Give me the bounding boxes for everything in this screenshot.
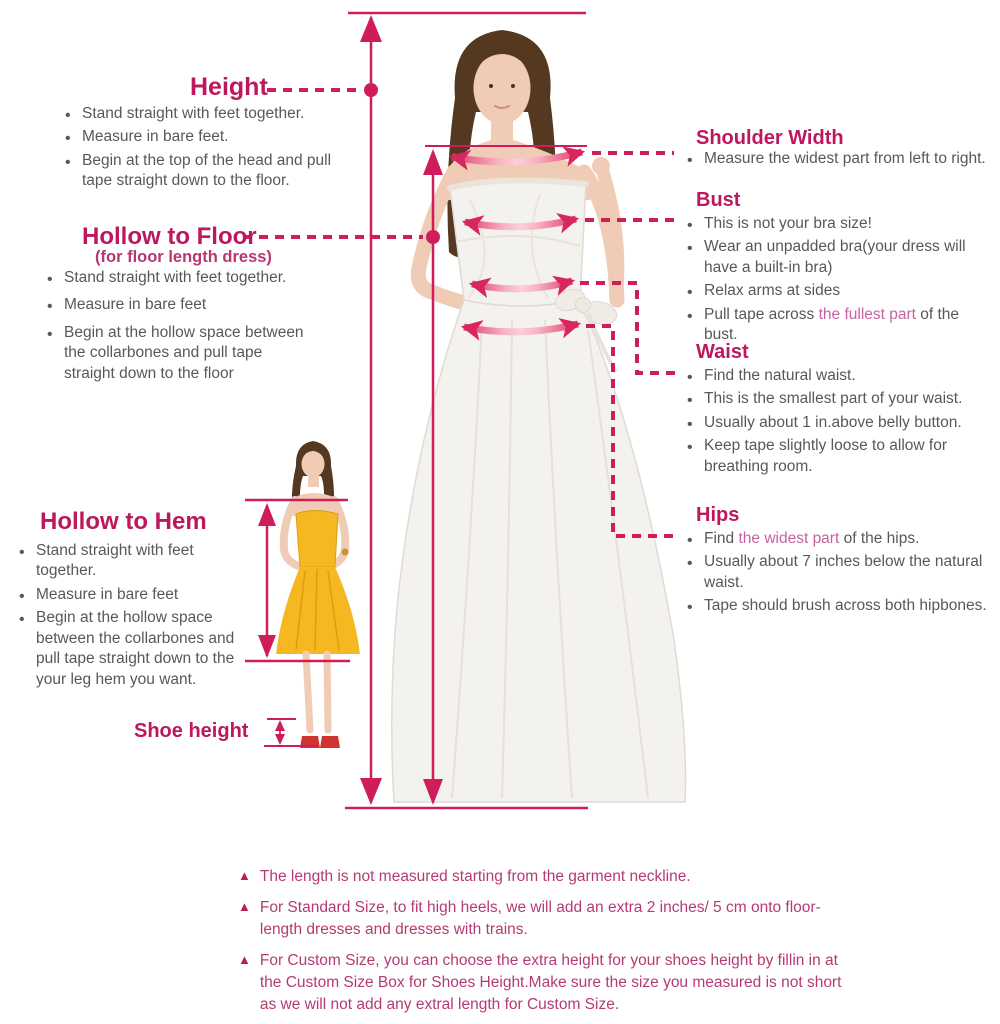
instruction-item: • Find the widest part of the hips. xyxy=(684,529,990,549)
footnote xyxy=(238,866,850,888)
bust-instructions xyxy=(684,214,980,349)
warning-triangle-icon: ▲ xyxy=(238,868,251,883)
shoe-height-title: Shoe height xyxy=(134,720,249,742)
highlighted-phrase: the fullest part xyxy=(818,305,916,323)
hips-instructions xyxy=(684,529,990,620)
instruction-item: • Stand straight with feet together. xyxy=(62,104,340,124)
instruction-item: • Pull tape across the fullest part of the bust. xyxy=(684,305,980,346)
instruction-item: • This is not your bra size! xyxy=(684,214,980,234)
instruction-item: • Measure in bare feet xyxy=(16,585,260,605)
height-instructions xyxy=(62,104,340,195)
hollow-to-hem-title: Hollow to Hem xyxy=(40,508,207,535)
hollow-to-floor-title: Hollow to Floor xyxy=(82,223,257,250)
hollow-to-hem-instructions xyxy=(16,541,260,693)
height-title: Height xyxy=(190,73,268,101)
instruction-item: • Begin at the top of the head and pull tape straight down to the floor. xyxy=(62,151,340,192)
instruction-item: • Begin at the hollow space between the collarbones and pull tape straight down to the floor xyxy=(44,323,316,384)
footnote-text: For Standard Size, to fit high heels, we will add an extra 2 inches/ 5 cm onto floor-length dresses and dresses with trains. xyxy=(259,899,821,938)
hips-title: Hips xyxy=(696,504,740,526)
highlighted-phrase: the widest part xyxy=(738,530,840,547)
instruction-item: • Find the natural waist. xyxy=(684,366,989,386)
instruction-item: • Usually about 1 in.above belly button. xyxy=(684,413,989,433)
instruction-item: • Keep tape slightly loose to allow for breathing room. xyxy=(684,436,989,477)
instruction-item: • This is the smallest part of your waist. xyxy=(684,389,989,409)
footnotes xyxy=(238,866,850,1016)
instruction-item: • Begin at the hollow space between the collarbones and pull tape straight down to the your leg hem you want. xyxy=(16,608,260,690)
petite-model-photo xyxy=(276,441,360,748)
hollow-to-floor-subtitle: (for floor length dress) xyxy=(95,248,272,266)
instruction-item: • Measure in bare feet xyxy=(44,295,316,315)
instruction-item: • Tape should brush across both hipbones. xyxy=(684,596,990,616)
instruction-item: • Wear an unpadded bra(your dress will have a built-in bra) xyxy=(684,237,980,278)
instruction-item: • Usually about 7 inches below the natural waist. xyxy=(684,552,990,593)
footnote-text: For Custom Size, you can choose the extra height for your shoes height by fillin in at the Custom Size Box for Shoes Height.Make sure the size you measured is not short as we will not add any extral length for Custom Size. xyxy=(259,952,842,1013)
waist-title: Waist xyxy=(696,341,749,363)
instruction-item: • Measure the widest part from left to right. xyxy=(684,149,994,169)
instruction-item: • Measure in bare feet. xyxy=(62,127,340,147)
waist-instructions xyxy=(684,366,989,480)
footnote xyxy=(238,950,850,1016)
height-anchor-dot xyxy=(364,83,378,97)
footnote-text: The length is not measured starting from the garment neckline. xyxy=(259,868,691,885)
shoulder-width-title: Shoulder Width xyxy=(696,127,844,149)
warning-triangle-icon: ▲ xyxy=(238,952,251,967)
instruction-item: • Relax arms at sides xyxy=(684,281,980,301)
instruction-item: • Stand straight with feet together. xyxy=(44,268,316,288)
warning-triangle-icon: ▲ xyxy=(238,899,251,914)
bust-title: Bust xyxy=(696,189,741,211)
footnote xyxy=(238,897,850,941)
instruction-item: • Stand straight with feet together. xyxy=(16,541,241,582)
hollow-to-floor-anchor-dot xyxy=(426,230,440,244)
shoulder-width-instructions xyxy=(684,149,994,172)
hollow-to-floor-instructions xyxy=(44,268,316,391)
